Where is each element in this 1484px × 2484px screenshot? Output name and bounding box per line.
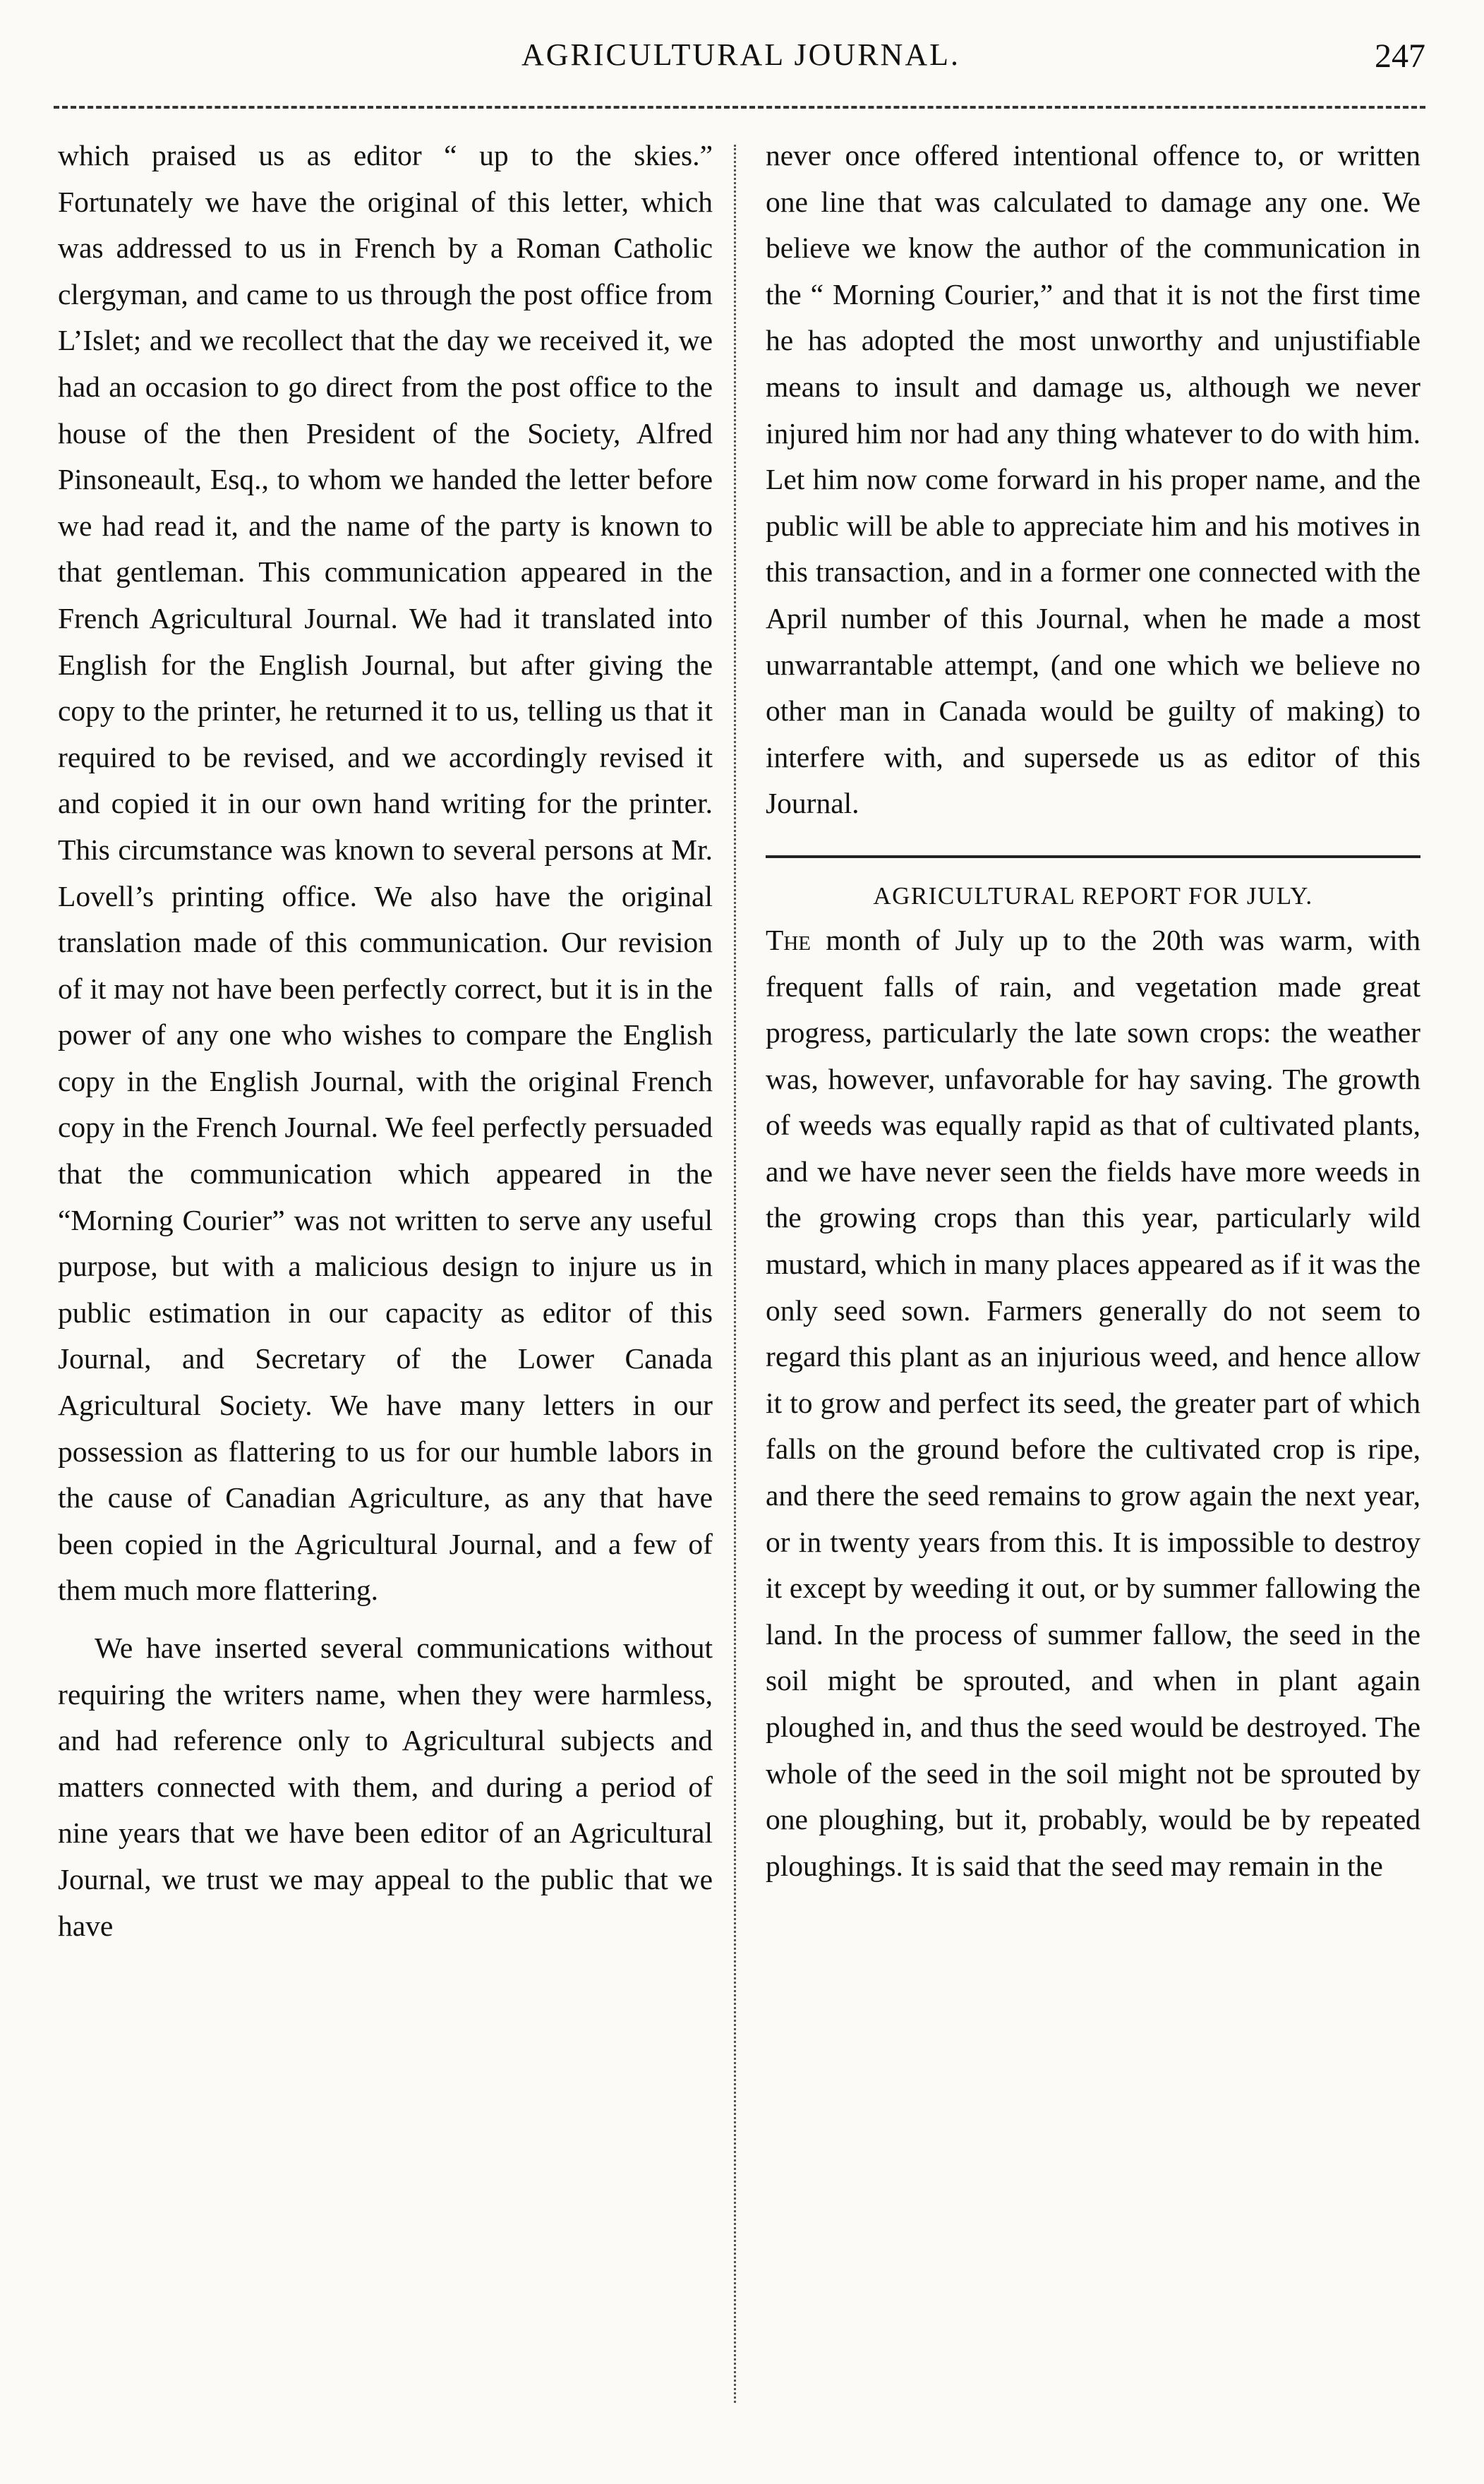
left-paragraph-1: which praised us as editor “ up to the skies.” Fortunately we have the original of this letter, which was addressed to us in French by a Roman Catholic clergyman, and came to us through the post office from L’Islet; and we recollect that the day we received it, we had an occasion to go direct from the post office to the house of the then President of the Society, Alfred Pinsoneault, Esq., to whom we handed the letter before we had read it, and the name of the party is known to that gentleman. This communication appeared in the French Agricultural Journal. We had it translated into English for the English Journal, but after giving the copy to the printer, he returned it to us, telling us that it required to be revised, and we accordingly revised it and copied it in our own hand writing for the printer. This circumstance was known to several persons at Mr. Lovell’s printing office. We also have the original translation made of this communication. Our revision of it may not have been perfectly correct, but it is in the power of any one who wishes to compare the English copy in the English Journal, with the original French copy in the French Journal. We feel perfectly persuaded that the communication which appeared in the “Morning Courier” was not written to serve any useful purpose, but with a malicious design to injure us in public estimation in our capacity as editor of this Journal, and Secretary of the Lower Canada Agricultural Society. We have many letters in our possession as flattering to us for our humble labors in the cause of Canadian Agriculture, as any that have been copied in the Agricultural Journal, and a few of them much more flattering.	[58, 139, 713, 1607]
left-paragraph-2: We have inserted several communications without requiring the writers name, when they were harmless, and had reference only to Agricultural subjects and matters connected with them, and during a period of nine years that we have been editor of an Agricultural Journal, we trust we may appeal to the public that we have	[58, 1632, 713, 1942]
report-text: month of July up to the 20th was warm, with frequent falls of rain, and vegetation made great progress, particularly the late sown crops: the weather was, however, unfavorable for hay saving. The growth of weeds was equally rapid as that of cultivated plants, and we have never seen the fields have more weeds in the growing crops than this year, particularly wild mustard, which in many places appeared as if it was the only seed sown. Farmers generally do not seem to regard this plant as an injurious weed, and hence allow it to grow and perfect its seed, the greater part of which falls on the ground before the cultivated crop is ripe, and there the seed remains to grow again the next year, or in twenty years from this. It is impossible to destroy it except by weeding it out, or by summer fallowing the land. In the process of summer fallow, the seed in the soil might be sprouted, and when in plant again ploughed in, and thus the seed would be destroyed. The whole of the seed in the soil might not be sprouted by one ploughing, but it, probably, would be by repeated ploughings. It is said that the seed may remain in the	[766, 923, 1420, 1882]
running-title: AGRICULTURAL JOURNAL.	[521, 37, 960, 72]
page-number: 247	[1375, 37, 1425, 75]
column-separator	[734, 145, 736, 2403]
section-rule	[766, 855, 1420, 858]
right-paragraph-1: never once offered intentional offence to, or written one line that was calculated to damage any one. We believe we know the author of the communication in the “ Morning Courier,” and that it is not the first time he has adopted the most unworthy and unjustifiable means to insult and damage us, although we never injured him nor had any thing whatever to do with him. Let him now come forward in his proper name, and the public will be able to appreciate him and his motives in this transaction, and in a former one connected with the April number of this Journal, when he made a most unwarrantable attempt, (and one which we believe no other man in Canada would be guilty of making) to interfere with, and supersede us as editor of this Journal.	[766, 139, 1420, 820]
section-title: AGRICULTURAL REPORT FOR JULY.	[873, 881, 1313, 910]
report-first-word: The	[766, 923, 812, 956]
left-column	[58, 133, 713, 1949]
report-paragraph	[766, 917, 1420, 1889]
header-rule	[54, 106, 1425, 109]
page-header	[56, 37, 1425, 86]
right-column	[766, 133, 1420, 1889]
